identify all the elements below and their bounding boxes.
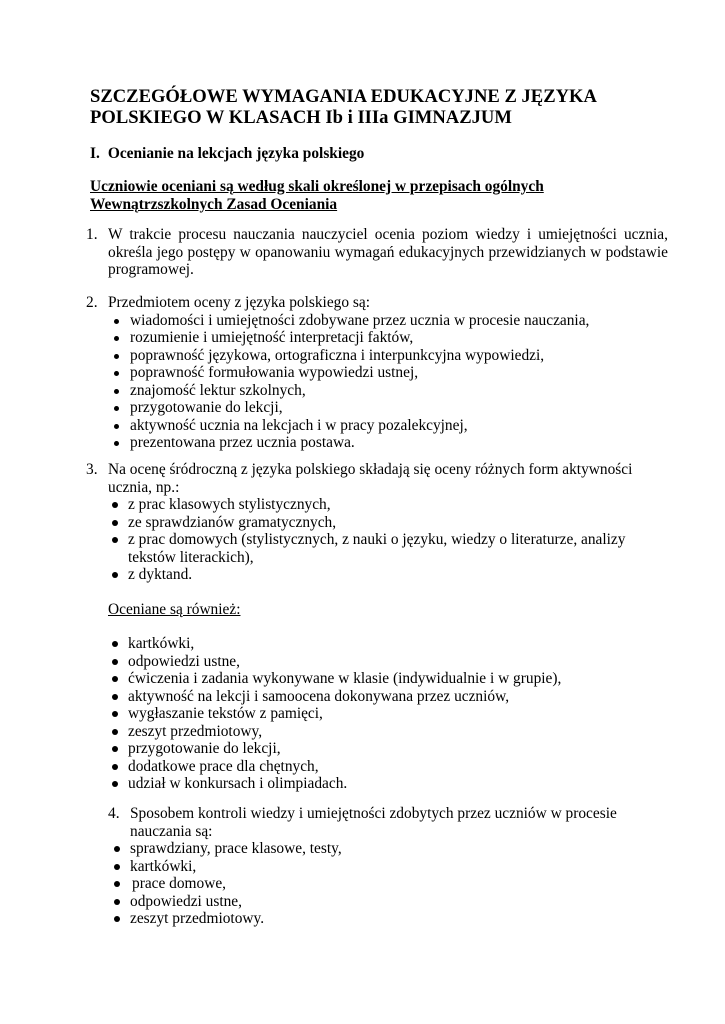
bullet-line-1: z prac domowych (stylistycznych, z nauki o języku, wiedzy o literaturze, analizy — [128, 531, 626, 548]
title-line-1: SZCZEGÓŁOWE WYMAGANIA EDUKACYJNE Z JĘZYKA — [90, 86, 597, 107]
item-4-intro-line-2: nauczania są: — [130, 822, 213, 840]
document-title — [90, 86, 650, 128]
item-1-line-1: W trakcie procesu nauczania nauczyciel ocenia poziom wiedzy i umiejętności ucznia, — [108, 226, 668, 243]
list-item: z dyktand. — [108, 566, 668, 584]
list-item-3 — [86, 461, 668, 584]
item-number: 4. — [108, 805, 120, 822]
list-item: odpowiedzi ustne, — [110, 893, 650, 911]
also-graded-bullet-list — [108, 635, 668, 793]
list-item: wiadomości i umiejętności zdobywane przez ucznia w procesie nauczania, — [110, 312, 668, 330]
list-item: zeszyt przedmiotowy, — [108, 723, 668, 741]
list-item-1 — [86, 226, 668, 279]
list-item: znajomość lektur szkolnych, — [110, 382, 668, 400]
list-item: przygotowanie do lekcji, — [108, 740, 668, 758]
item-3-bullet-list — [108, 496, 668, 584]
list-item: ze sprawdzianów gramatycznych, — [108, 514, 668, 532]
list-item: zeszyt przedmiotowy. — [110, 910, 650, 928]
list-item: kartkówki, — [108, 635, 668, 653]
item-3-intro-line-1: Na ocenę śródroczną z języka polskiego składają się oceny różnych form aktywności — [108, 461, 633, 478]
grading-scale-subheading — [90, 178, 610, 214]
item-4-bullet-list — [110, 840, 650, 928]
also-graded-heading — [86, 601, 668, 619]
list-item: wygłaszanie tekstów z pamięci, — [108, 705, 668, 723]
list-item: aktywność na lekcji i samoocena dokonywana przez uczniów, — [108, 688, 668, 706]
item-4-body — [130, 805, 668, 840]
item-1-body — [108, 226, 668, 279]
list-item: dodatkowe prace dla chętnych, — [108, 758, 668, 776]
section-heading-text: Ocenianie na lekcjach języka polskiego — [107, 145, 365, 162]
subheading-line-2: Wewnątrzszkolnych Zasad Oceniania — [90, 196, 338, 213]
list-item: odpowiedzi ustne, — [108, 653, 668, 671]
item-number: 3. — [86, 461, 98, 478]
item-1-line-2: określa jego postępy w opanowaniu wymagań edukacyjnych przewidzianych w podstawie — [108, 243, 668, 261]
also-graded-heading-text: Oceniane są również: — [108, 601, 241, 618]
list-item-4 — [108, 805, 668, 840]
subheading-line-1: Uczniowie oceniani są według skali określonej w przepisach ogólnych — [90, 178, 544, 195]
item-number: 1. — [86, 226, 98, 243]
list-item: udział w konkursach i olimpiadach. — [108, 775, 668, 793]
item-2-body — [108, 294, 668, 452]
list-item: prezentowana przez ucznia postawa. — [110, 434, 668, 452]
item-4-intro-line-1: Sposobem kontroli wiedzy i umiejętności zdobytych przez uczniów w procesie — [130, 805, 617, 822]
item-3-body — [108, 461, 668, 584]
list-item: poprawność formułowania wypowiedzi ustnej, — [110, 364, 668, 382]
list-item-2 — [86, 294, 668, 452]
title-line-2: POLSKIEGO W KLASACH Ib i IIIa GIMNAZJUM — [90, 107, 512, 128]
list-item: aktywność ucznia na lekcjach i w pracy pozalekcyjnej, — [110, 417, 668, 435]
list-item: kartkówki, — [110, 858, 650, 876]
list-item — [108, 531, 668, 566]
item-2-bullet-list — [110, 312, 668, 452]
item-1-line-3: programowej. — [108, 261, 194, 278]
list-item: prace domowe, — [110, 875, 650, 893]
list-item: sprawdziany, prace klasowe, testy, — [110, 840, 650, 858]
item-2-intro: Przedmiotem oceny z języka polskiego są: — [108, 294, 370, 311]
list-item: z prac klasowych stylistycznych, — [108, 496, 668, 514]
also-graded-list-block — [86, 635, 668, 793]
bullet-line-2: tekstów literackich), — [128, 548, 254, 566]
list-item: przygotowanie do lekcji, — [110, 399, 668, 417]
item-4-list-block — [110, 840, 650, 928]
list-item: poprawność językowa, ortograficzna i interpunkcyjna wypowiedzi, — [110, 347, 668, 365]
item-number: 2. — [86, 294, 98, 311]
list-item: ćwiczenia i zadania wykonywane w klasie (indywidualnie i w grupie), — [108, 670, 668, 688]
section-number: I. — [90, 145, 100, 162]
list-item: rozumienie i umiejętność interpretacji faktów, — [110, 329, 668, 347]
item-3-intro-line-2: ucznia, np.: — [108, 478, 180, 496]
section-heading — [90, 145, 364, 163]
